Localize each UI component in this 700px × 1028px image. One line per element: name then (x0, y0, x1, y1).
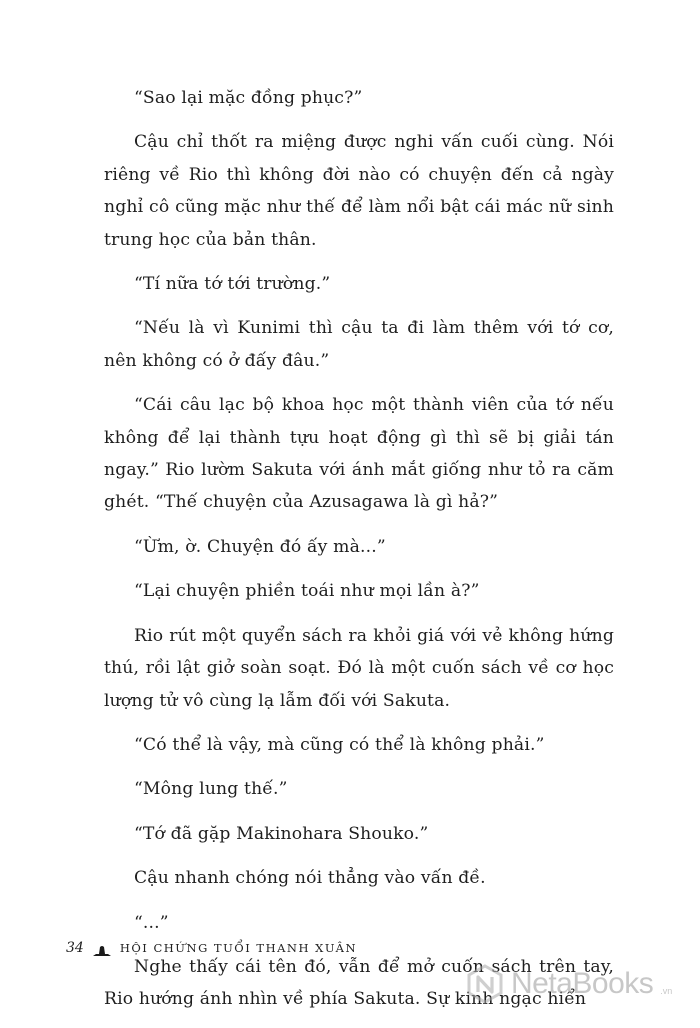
paragraph: “Tớ đã gặp Makinohara Shouko.” (134, 823, 429, 844)
paragraph: “Sao lại mặc đồng phục?” (134, 88, 363, 108)
page-number: 34 (66, 940, 84, 956)
paragraph: Nghe thấy cái tên đó, vẫn để mở cuốn sách trên tay, Rio hướng ánh nhìn về phía Sakuta. Sự kinh ngạc hiển (104, 956, 614, 1010)
paragraph: “Tí nữa tớ tới trường.” (134, 274, 331, 295)
netabooks-logo-icon (465, 964, 505, 1004)
paragraph: “Mông lung thế.” (134, 779, 288, 800)
watermark (465, 964, 672, 1004)
paragraph: “Nếu là vì Kunimi thì cậu ta đi làm thêm với tớ cơ, nên không có ở đấy đâu.” (104, 318, 614, 371)
paragraph: Rio rút một quyển sách ra khỏi giá với vẻ không hứng thú, rồi lật giở soàn soạt. Đó là một cuốn sách về cơ học lượng tử vô cùng lạ lẫm đối với Sakuta. (104, 625, 614, 711)
paragraph: “Cái câu lạc bộ khoa học một thành viên của tớ nếu không để lại thành tựu hoạt động gì thì sẽ bị giải tán ngay.” Rio lườm Sakuta với ánh mắt giống như tỏ ra căm ghét. “Thế chuyện của Azusagawa là gì hả?” (104, 395, 614, 513)
page-footer (66, 940, 357, 956)
watermark-suffix: .vn (660, 986, 673, 996)
paragraph: “...” (134, 912, 169, 933)
paragraph: “Có thể là vậy, mà cũng có thể là không phải.” (134, 734, 545, 755)
book-title: HỘI CHỨNG TUỔI THANH XUÂN (119, 941, 358, 955)
watermark-brand: NetaBooks (511, 967, 654, 1000)
paragraph: Cậu chỉ thốt ra miệng được nghi vấn cuối cùng. Nói riêng về Rio thì không đời nào có chuyện đến cả ngày nghỉ cô cũng mặc như thế để làm nổi bật cái mác nữ sinh trung học của bản thân. (104, 132, 614, 250)
page-body (104, 82, 614, 1028)
paragraph: “Ừm, ờ. Chuyện đó ấy mà...” (134, 536, 386, 557)
paragraph: “Lại chuyện phiền toái như mọi lần à?” (134, 581, 480, 602)
paragraph: Cậu nhanh chóng nói thẳng vào vấn đề. (134, 868, 486, 889)
hat-icon (92, 942, 112, 954)
